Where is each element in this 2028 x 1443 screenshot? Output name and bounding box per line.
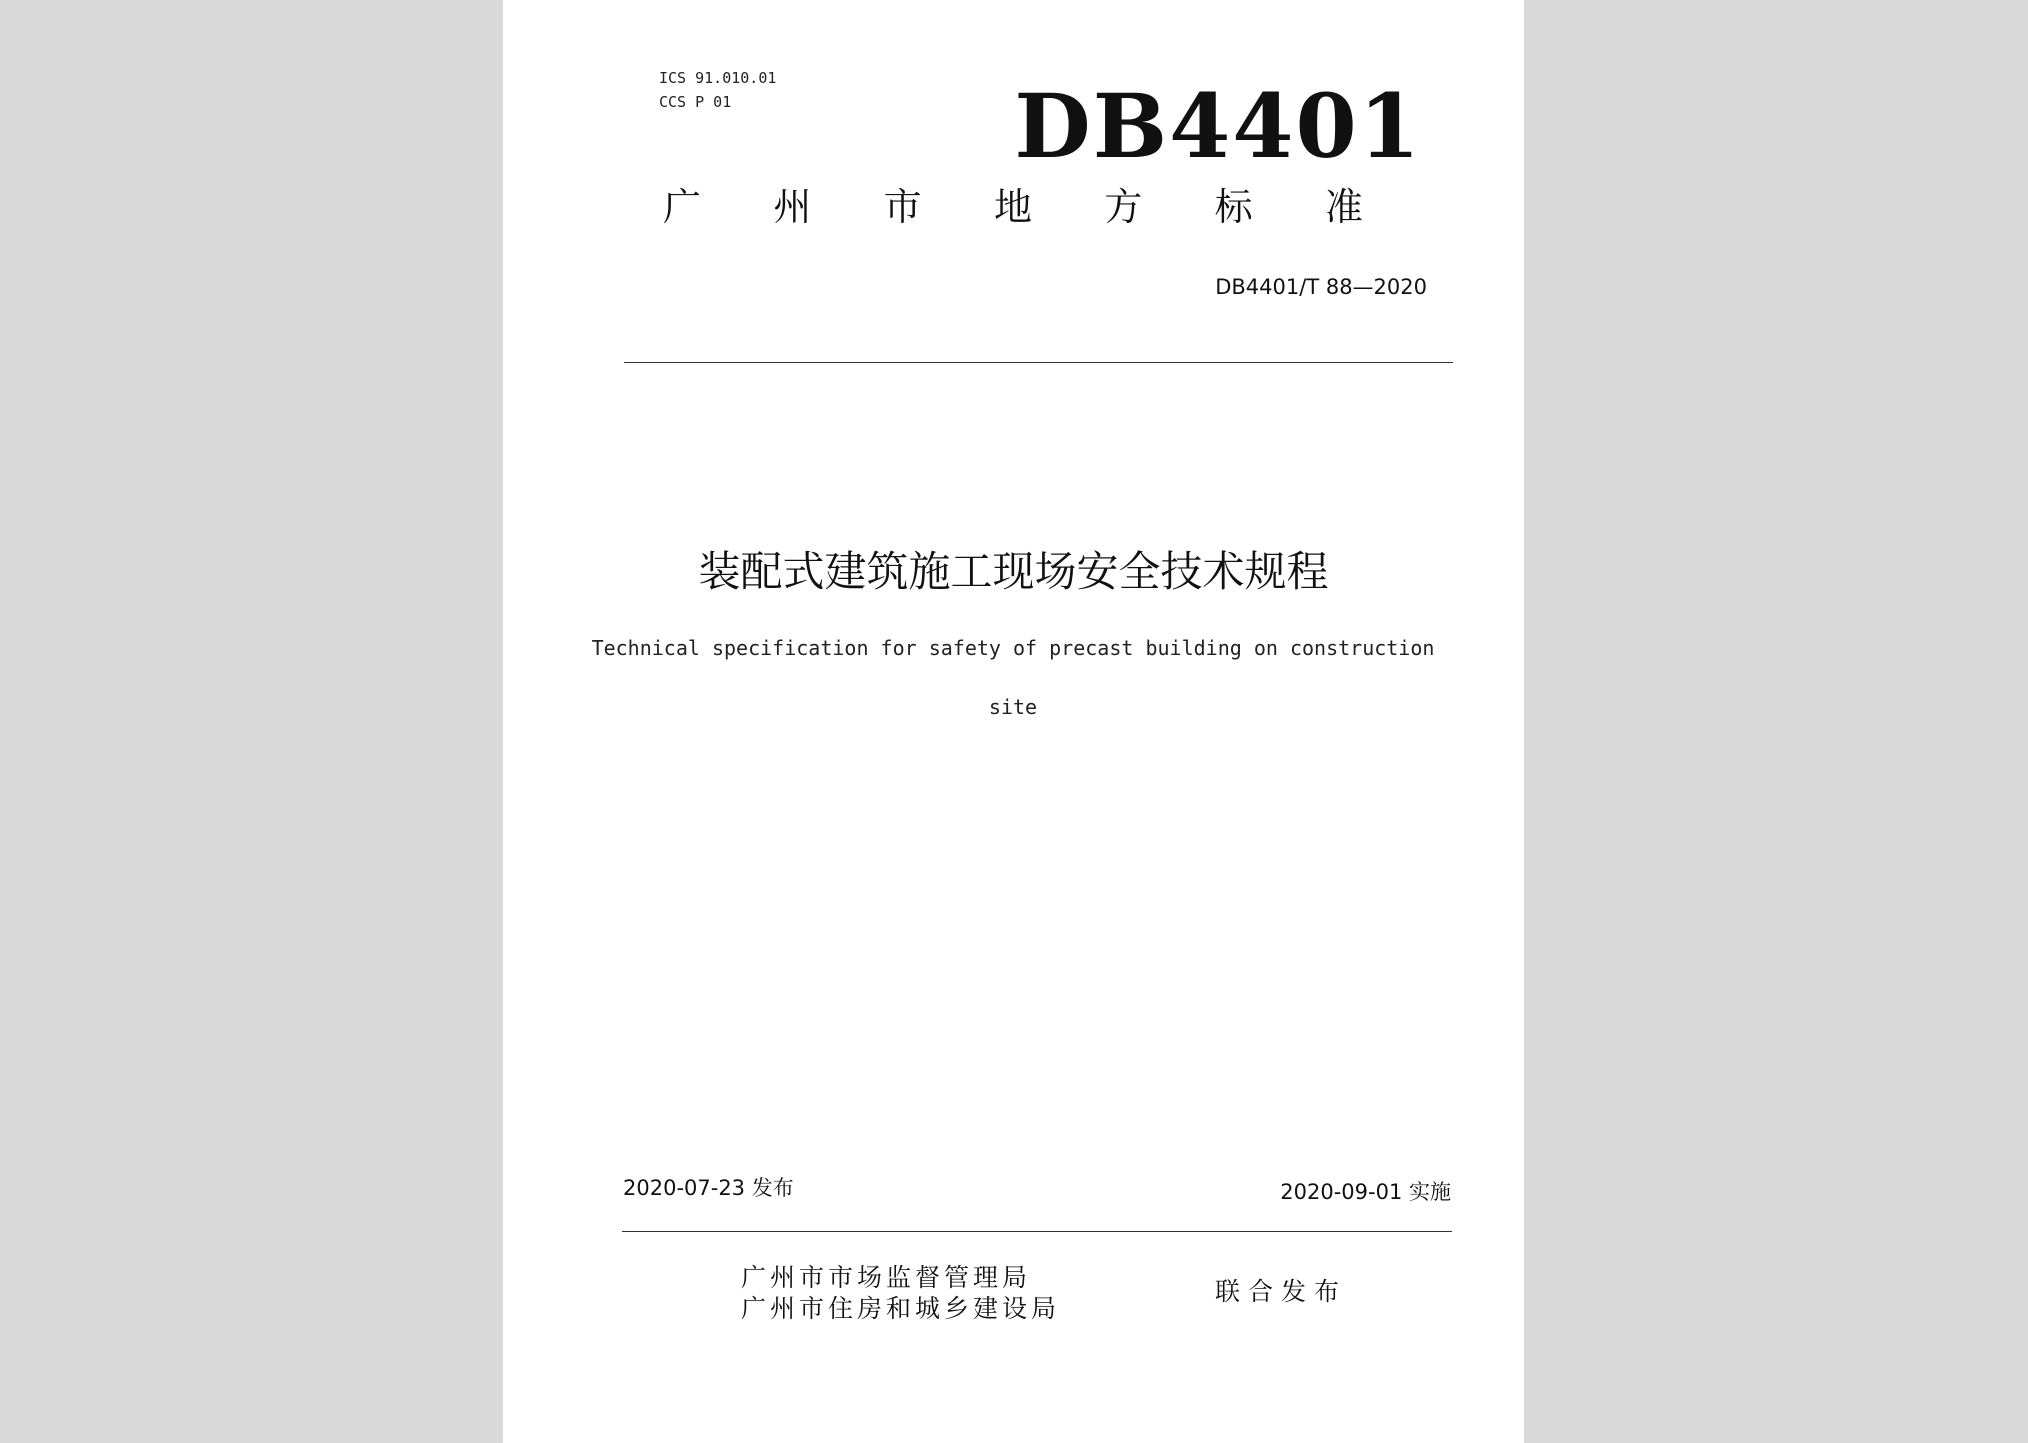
issuer-char: 地 [993, 185, 1032, 229]
publish-date: 2020-07-23 发布 [623, 1176, 794, 1200]
ics-code: ICS 91.010.01 [659, 69, 777, 87]
document-cover-page [503, 0, 1524, 1443]
header-divider [624, 362, 1453, 363]
issuer-char: 准 [1324, 185, 1363, 229]
title-english-line: Technical specification for safety of precast building on construction [591, 636, 1435, 660]
document-title-english [563, 619, 1463, 737]
ccs-code: CCS P 01 [659, 93, 732, 111]
classification-codes [659, 66, 776, 114]
issuer-heading [663, 185, 1363, 229]
implementation-date: 2020-09-01 实施 [1280, 1180, 1451, 1204]
issuer-char: 州 [773, 185, 812, 229]
standard-number: DB4401/T 88—2020 [1215, 275, 1427, 299]
issuer-char: 标 [1214, 185, 1253, 229]
title-english-line: site [988, 695, 1038, 719]
footer-divider [622, 1231, 1452, 1232]
standard-brand-code: DB4401 [1014, 74, 1422, 178]
issuing-organizations [741, 1262, 1060, 1324]
issuing-organization: 广州市市场监督管理局 [741, 1263, 1032, 1292]
document-title-chinese: 装配式建筑施工现场安全技术规程 [698, 547, 1329, 596]
issuer-char: 市 [883, 185, 922, 229]
joint-release-label: 联合发布 [1215, 1277, 1348, 1306]
issuing-organization: 广州市住房和城乡建设局 [741, 1294, 1061, 1323]
issuer-char: 方 [1104, 185, 1143, 229]
issuer-char: 广 [663, 185, 702, 229]
